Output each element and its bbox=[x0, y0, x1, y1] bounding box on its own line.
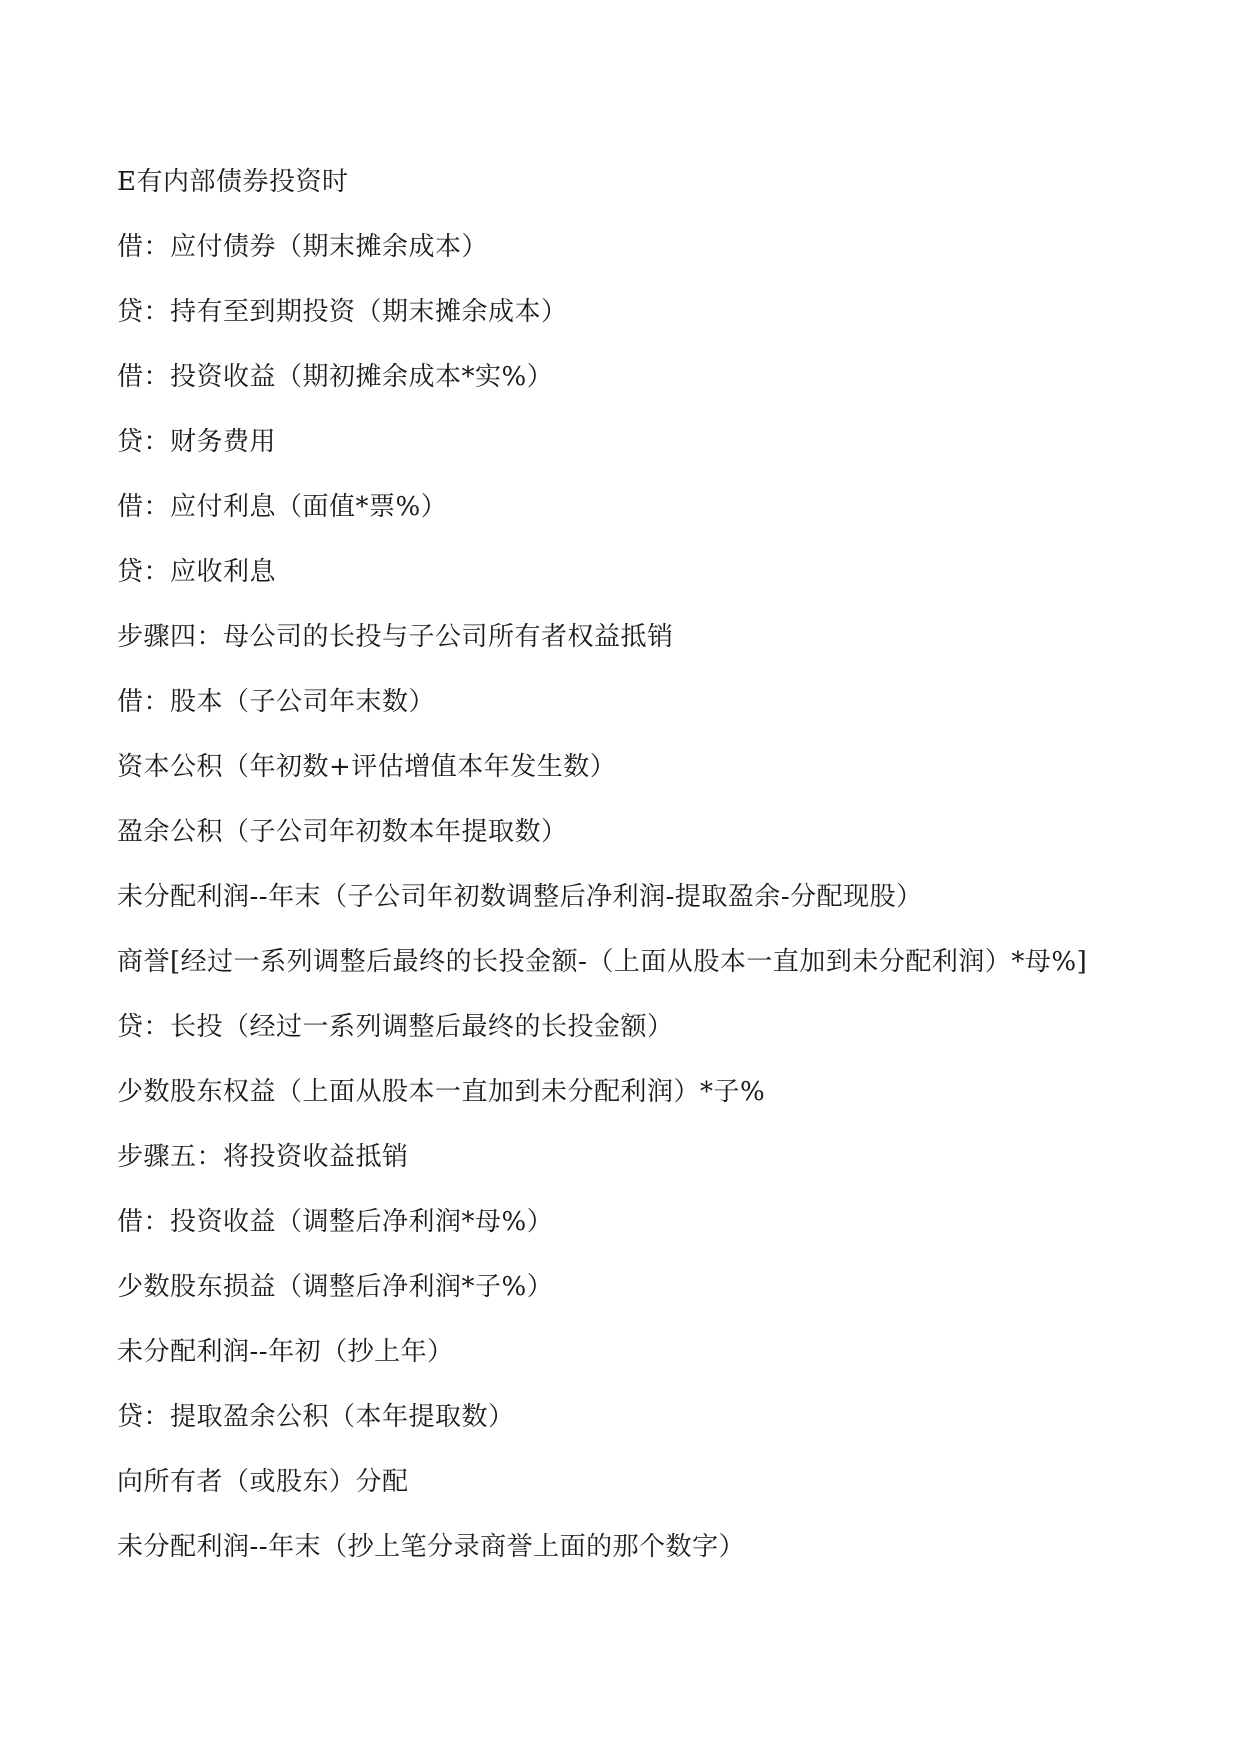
entry-line: 借：投资收益（期初摊余成本*实%） bbox=[117, 362, 554, 392]
entry-line: 贷：长投（经过一系列调整后最终的长投金额） bbox=[117, 1012, 674, 1042]
entry-line: 借：投资收益（调整后净利润*母%） bbox=[117, 1207, 554, 1237]
entry-line: 盈余公积（子公司年初数本年提取数） bbox=[117, 817, 568, 847]
step-five-heading: 步骤五：将投资收益抵销 bbox=[117, 1142, 409, 1172]
entry-line: 少数股东权益（上面从股本一直加到未分配利润）*子% bbox=[117, 1077, 766, 1107]
entry-line: 未分配利润--年末（抄上笔分录商誉上面的那个数字） bbox=[117, 1532, 746, 1562]
entry-line: 少数股东损益（调整后净利润*子%） bbox=[117, 1272, 554, 1302]
entry-line: 借：股本（子公司年末数） bbox=[117, 687, 436, 717]
section-heading-internal-bond-investment: E有内部债券投资时 bbox=[117, 167, 349, 197]
step-four-heading: 步骤四：母公司的长投与子公司所有者权益抵销 bbox=[117, 622, 674, 652]
entry-line: 资本公积（年初数+评估增值本年发生数） bbox=[117, 752, 617, 782]
entry-line: 借：应付债券（期末摊余成本） bbox=[117, 232, 489, 262]
document-body bbox=[117, 162, 1177, 1592]
entry-line: 未分配利润--年初（抄上年） bbox=[117, 1337, 454, 1367]
entry-line: 贷：持有至到期投资（期末摊余成本） bbox=[117, 297, 568, 327]
entry-line: 贷：应收利息 bbox=[117, 557, 277, 587]
entry-line: 贷：财务费用 bbox=[117, 427, 277, 457]
entry-line: 向所有者（或股东）分配 bbox=[117, 1467, 409, 1497]
entry-line: 贷：提取盈余公积（本年提取数） bbox=[117, 1402, 515, 1432]
entry-line: 未分配利润--年末（子公司年初数调整后净利润-提取盈余-分配现股） bbox=[117, 882, 923, 912]
entry-line: 商誉[经过一系列调整后最终的长投金额-（上面从股本一直加到未分配利润）*母%] bbox=[117, 947, 1088, 977]
entry-line: 借：应付利息（面值*票%） bbox=[117, 492, 448, 522]
